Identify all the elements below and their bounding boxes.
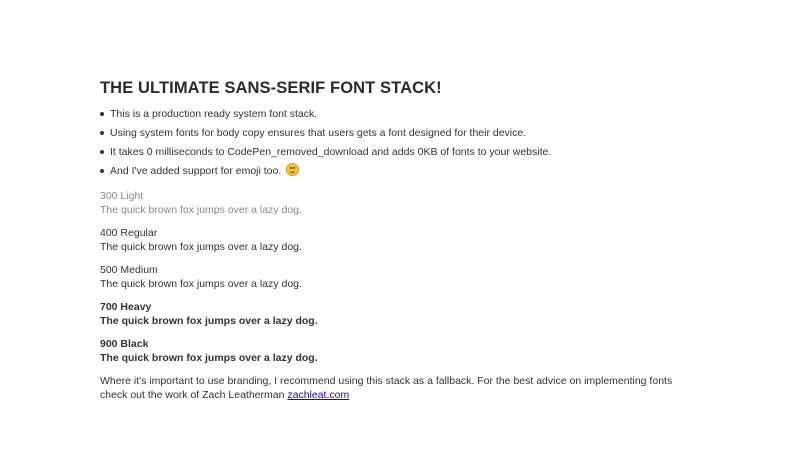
sample-text: The quick brown fox jumps over a lazy dog. (100, 241, 302, 253)
smiley-face-icon (286, 163, 299, 176)
font-sample-light (100, 189, 700, 217)
feature-list (100, 105, 700, 181)
sample-label: 500 Medium (100, 264, 158, 276)
font-sample-medium (100, 263, 700, 291)
font-sample-regular (100, 226, 700, 254)
article (100, 78, 700, 402)
footer-note: Where it's important to use branding, I recommend using this stack as a fallback. For the best advice on implementing fonts check out the work of Zach Leatherman zachleat.com (100, 375, 673, 401)
sample-text: The quick brown fox jumps over a lazy dog. (100, 315, 318, 327)
font-sample-black (100, 337, 700, 365)
sample-label: 700 Heavy (100, 301, 152, 313)
list-item: This is a production ready system font stack. (110, 105, 700, 124)
page-title: THE ULTIMATE SANS-SERIF FONT STACK! (100, 79, 442, 97)
sample-text: The quick brown fox jumps over a lazy dog. (100, 278, 302, 290)
list-item: It takes 0 milliseconds to CodePen_removed_download and adds 0KB of fonts to your website. (110, 143, 700, 162)
sample-label: 400 Regular (100, 227, 158, 239)
font-sample-heavy (100, 300, 700, 328)
sample-text: The quick brown fox jumps over a lazy dog. (100, 352, 318, 364)
list-item: And I've added support for emoji too. (110, 162, 700, 181)
sample-text: The quick brown fox jumps over a lazy dog. (100, 204, 302, 216)
zachleat-link[interactable]: zachleat.com (287, 389, 350, 401)
sample-label: 900 Black (100, 338, 149, 350)
sample-label: 300 Light (100, 190, 144, 202)
list-item: Using system fonts for body copy ensures that users gets a font designed for their device. (110, 124, 700, 143)
